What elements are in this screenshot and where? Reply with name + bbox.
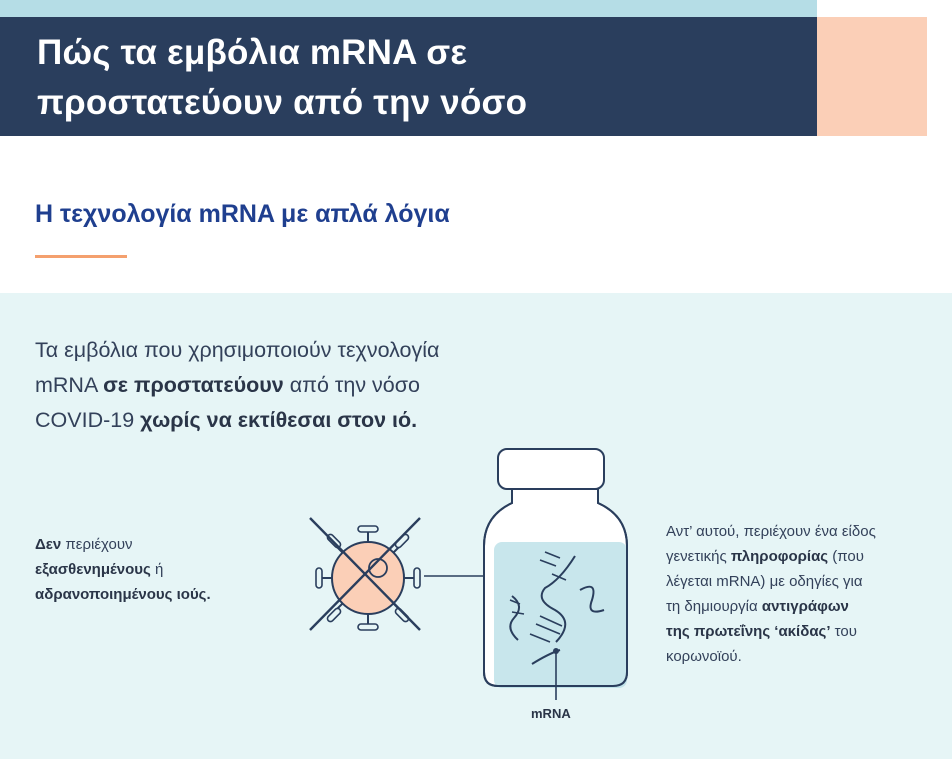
note-emphasis: της πρωτεΐνης ‘ακίδας’ <box>666 623 831 640</box>
note-text: γενετικής <box>666 548 731 565</box>
lead-text: από την νόσο <box>283 373 420 397</box>
note-text: κορωνοϊού. <box>666 648 742 665</box>
title-line-1: Πώς τα εμβόλια mRNA σε <box>37 33 468 72</box>
note-emphasis: πληροφορίας <box>730 548 829 565</box>
note-emphasis: εξασθενημένους <box>35 561 151 578</box>
note-text: (που <box>828 548 864 565</box>
note-text: του <box>830 623 857 640</box>
mrna-vaccine-diagram <box>290 440 650 740</box>
note-emphasis: Δεν <box>35 536 62 553</box>
lead-text: Τα εμβόλια που χρησιμοποιούν τεχνολογία <box>35 338 440 362</box>
note-text: λέγεται mRNA) με οδηγίες για <box>666 573 863 590</box>
peach-accent-block <box>817 17 927 136</box>
lead-emphasis: σε προστατεύουν <box>103 373 284 397</box>
note-text: τη δημιουργία <box>666 598 762 615</box>
right-note <box>666 519 946 669</box>
title-line-2: προστατεύουν από την νόσο <box>37 83 528 122</box>
vaccine-vial-icon <box>484 449 627 700</box>
note-text: περιέχουν <box>61 536 133 553</box>
note-text: ή <box>150 561 164 578</box>
note-emphasis: αδρανοποιημένους ιούς. <box>35 586 211 603</box>
lead-paragraph <box>35 333 595 438</box>
left-note <box>35 532 295 607</box>
page-title <box>37 28 797 128</box>
top-accent-strip <box>0 0 817 17</box>
note-emphasis: αντιγράφων <box>761 598 849 615</box>
lead-text: mRNA <box>35 373 104 397</box>
lead-text: COVID-19 <box>35 408 141 432</box>
subtitle-underline <box>35 255 127 258</box>
mrna-label: mRNA <box>531 706 571 721</box>
section-subtitle: Η τεχνολογία mRNA με απλά λόγια <box>35 200 450 228</box>
note-text: Αντ’ αυτού, περιέχουν ένα είδος <box>666 523 876 540</box>
lead-emphasis: χωρίς να εκτίθεσαι στον ιό. <box>140 408 418 432</box>
